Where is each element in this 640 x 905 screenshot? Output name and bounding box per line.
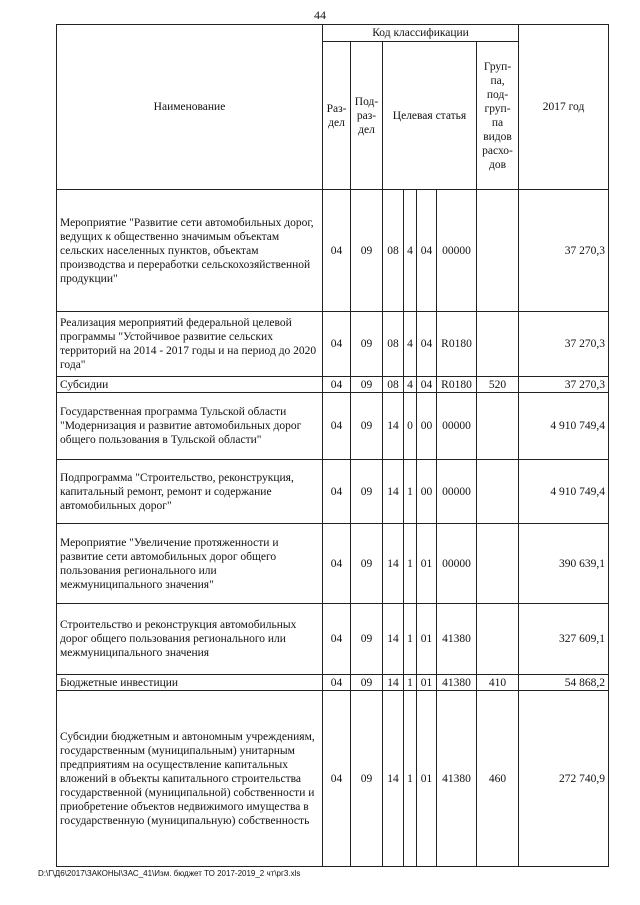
row-target-event: 01 (417, 524, 437, 604)
header-podrazdel-line: дел (358, 123, 375, 136)
row-podrazdel: 09 (351, 393, 383, 460)
footer-file-path: D:\Г\Д6\2017\ЗАКОНЫ\ЗАС_41\Изм. бюджет ТО 2017-2019_2 чт\рг3.xls (38, 869, 301, 878)
row-target-direction: 00000 (437, 524, 477, 604)
row-razdel: 04 (323, 691, 351, 867)
table-row (57, 190, 609, 312)
header-razdel-line: дел (328, 116, 345, 129)
row-vid (477, 393, 519, 460)
header-year: 2017 год (519, 25, 609, 190)
row-vid: 460 (477, 691, 519, 867)
row-target-direction: 00000 (437, 460, 477, 524)
table-row (57, 460, 609, 524)
row-target-direction: 41380 (437, 691, 477, 867)
row-target-event: 00 (417, 460, 437, 524)
row-vid (477, 312, 519, 377)
row-vid (477, 460, 519, 524)
row-target-subprogram: 1 (404, 675, 417, 691)
row-name: Подпрограмма "Строительство, реконструкция, капитальный ремонт, ремонт и содержание автомобильных дорог" (57, 460, 323, 524)
row-amount: 37 270,3 (519, 377, 609, 393)
row-target-subprogram: 1 (404, 604, 417, 675)
row-target-event: 04 (417, 312, 437, 377)
row-target-direction: 41380 (437, 604, 477, 675)
row-razdel: 04 (323, 675, 351, 691)
row-target-direction: 00000 (437, 393, 477, 460)
row-target-event: 01 (417, 675, 437, 691)
row-vid (477, 604, 519, 675)
row-target-event: 01 (417, 691, 437, 867)
row-amount: 54 868,2 (519, 675, 609, 691)
row-target-program: 14 (383, 524, 404, 604)
table-row (57, 604, 609, 675)
row-name: Субсидии (57, 377, 323, 393)
row-target-subprogram: 0 (404, 393, 417, 460)
table-row (57, 393, 609, 460)
header-vid-line: па, (490, 74, 505, 87)
row-podrazdel: 09 (351, 604, 383, 675)
row-amount: 37 270,3 (519, 312, 609, 377)
row-vid (477, 190, 519, 312)
row-name: Строительство и реконструкция автомобильных дорог общего пользования регионального или межмуниципального значения (57, 604, 323, 675)
row-target-program: 08 (383, 190, 404, 312)
row-razdel: 04 (323, 377, 351, 393)
row-target-event: 01 (417, 604, 437, 675)
row-razdel: 04 (323, 393, 351, 460)
budget-table (56, 24, 609, 867)
row-vid: 410 (477, 675, 519, 691)
row-amount: 390 639,1 (519, 524, 609, 604)
row-target-direction: R0180 (437, 377, 477, 393)
row-target-event: 00 (417, 393, 437, 460)
header-vid-line: под- (486, 88, 509, 101)
header-podrazdel-line: Под- (354, 95, 379, 108)
row-target-program: 14 (383, 675, 404, 691)
row-podrazdel: 09 (351, 691, 383, 867)
table-row (57, 675, 609, 691)
header-code-group: Код классификации (323, 25, 519, 42)
row-target-event: 04 (417, 377, 437, 393)
table-row (57, 312, 609, 377)
row-podrazdel: 09 (351, 675, 383, 691)
table-row (57, 691, 609, 867)
row-podrazdel: 09 (351, 312, 383, 377)
row-target-subprogram: 4 (404, 190, 417, 312)
row-target-event: 04 (417, 190, 437, 312)
row-amount: 272 740,9 (519, 691, 609, 867)
row-name: Субсидии бюджетным и автономным учреждениям, государственным (муниципальным) унитарным предприятиям на осуществление капитальных вложений в объекты капитального строительства государственной (муниципальной) собственности и приобретение объектов недвижимого имущества в государственную (муниципальную) собственность (57, 691, 323, 867)
header-vid-line: видов (483, 130, 512, 143)
page-number: 44 (314, 8, 326, 22)
table-row (57, 377, 609, 393)
row-razdel: 04 (323, 460, 351, 524)
row-target-subprogram: 1 (404, 460, 417, 524)
row-target-direction: 00000 (437, 190, 477, 312)
row-target-program: 14 (383, 691, 404, 867)
header-razdel-line: Раз- (326, 102, 347, 115)
row-amount: 37 270,3 (519, 190, 609, 312)
header-vid-group (477, 42, 519, 190)
row-target-direction: R0180 (437, 312, 477, 377)
row-name: Государственная программа Тульской области "Модернизация и развитие автомобильных дорог общего пользования в Тульской области" (57, 393, 323, 460)
row-target-subprogram: 4 (404, 312, 417, 377)
row-target-program: 14 (383, 460, 404, 524)
row-amount: 327 609,1 (519, 604, 609, 675)
row-podrazdel: 09 (351, 377, 383, 393)
row-target-subprogram: 1 (404, 524, 417, 604)
row-podrazdel: 09 (351, 524, 383, 604)
row-target-program: 14 (383, 604, 404, 675)
row-target-subprogram: 4 (404, 377, 417, 393)
row-name: Мероприятие "Развитие сети автомобильных дорог, ведущих к общественно значимым объектам сельских населенных пунктов, объектам производства и переработки сельскохозяйственной продукции" (57, 190, 323, 312)
header-podrazdel-line: раз- (356, 109, 377, 122)
row-name: Мероприятие "Увеличение протяженности и развитие сети автомобильных дорог общего пользования регионального или межмуниципального значения" (57, 524, 323, 604)
row-amount: 4 910 749,4 (519, 460, 609, 524)
header-razdel (323, 42, 351, 190)
table-row (57, 524, 609, 604)
row-target-direction: 41380 (437, 675, 477, 691)
header-target-article: Целевая статья (383, 42, 477, 190)
row-vid (477, 524, 519, 604)
row-target-subprogram: 1 (404, 691, 417, 867)
row-razdel: 04 (323, 604, 351, 675)
header-name: Наименование (57, 25, 323, 190)
row-name: Реализация мероприятий федеральной целевой программы "Устойчивое развитие сельских территорий на 2014 - 2017 годы и на период до 2020 года" (57, 312, 323, 377)
row-target-program: 08 (383, 377, 404, 393)
row-razdel: 04 (323, 312, 351, 377)
row-target-program: 08 (383, 312, 404, 377)
header-podrazdel (351, 42, 383, 190)
row-podrazdel: 09 (351, 460, 383, 524)
row-podrazdel: 09 (351, 190, 383, 312)
row-amount: 4 910 749,4 (519, 393, 609, 460)
header-vid-line: па (491, 116, 504, 129)
header-vid-line: дов (489, 158, 507, 171)
row-target-program: 14 (383, 393, 404, 460)
header-vid-line: расхо- (482, 144, 513, 157)
row-razdel: 04 (323, 524, 351, 604)
header-vid-line: Груп- (483, 60, 512, 73)
row-vid: 520 (477, 377, 519, 393)
row-name: Бюджетные инвестиции (57, 675, 323, 691)
row-razdel: 04 (323, 190, 351, 312)
header-vid-line: груп- (484, 102, 511, 115)
